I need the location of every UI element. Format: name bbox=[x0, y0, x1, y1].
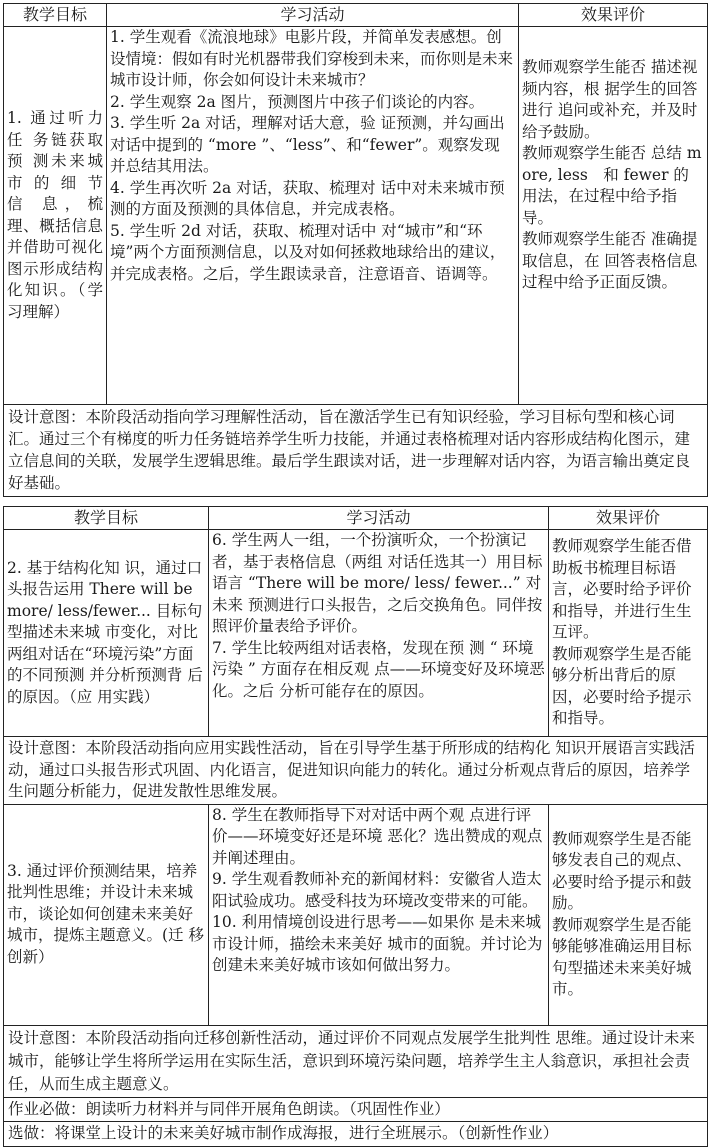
design-row bbox=[4, 737, 708, 805]
activity-item: 10. 利用情境创设进行思考——如果你 是未来城市设计师，描绘未来美好 城市的面貌。并讨论为创建未来美好城市该如何做出努力。 bbox=[212, 913, 543, 974]
design-row bbox=[4, 1025, 708, 1097]
table-row bbox=[4, 530, 708, 737]
design-intent: 设计意图：本阶段活动指向学习理解性活动，旨在激活学生已有知识经验，学习目标句型和核心词汇。通过三个有梯度的听力任务链培养学生听力技能，并通过表格梳理对话内容形成结构化图示，建立信息间的关联，发展学生逻辑思维。最后学生跟读对话，进一步理解对话内容，为语言输出奠定良好基础。 bbox=[4, 405, 708, 497]
evaluation-item: 教师观察学生是否能够发表自己的观点、必要时给予提示和鼓励。 bbox=[552, 829, 692, 912]
activity-item: 5. 学生听 2d 对话，获取、梳理对话中 对“城市”和“环境”两个方面预测信息，以及对如何拯救地球给出的建议，并完成表格。之后，学生跟读录音，注意语音、语调等。 bbox=[110, 221, 506, 283]
header-goal: 教学目标 bbox=[4, 4, 107, 27]
header-goal: 教学目标 bbox=[4, 507, 209, 530]
design-intent: 设计意图：本阶段活动指向应用实践性活动，旨在引导学生基于所形成的结构化 知识开展语言实践活动，通过口头报告形式巩固、内化语言，促进知识向能力的转化。通过分析观点背后的原因，培养学生问题分析能力，促进发散性思维发展。 bbox=[4, 737, 708, 805]
design-intent: 设计意图：本阶段活动指向迁移创新性活动，通过评价不同观点发展学生批判性 思维。通过设计未来城市，能够让学生将所学运用在实际生活，意识到环境污染问题，培养学生主人翁意识，承担社会责任，从而生成主题意义。 bbox=[4, 1025, 708, 1097]
table-row bbox=[4, 27, 708, 405]
header-evaluation: 效果评价 bbox=[519, 4, 708, 27]
activity-item: 3. 学生听 2a 对话，理解对话大意，验 证预测，并勾画出对话中提到的 “more ”、“less”、和“fewer”。观察发现并总结其用法。 bbox=[110, 114, 505, 175]
header-evaluation: 效果评价 bbox=[549, 507, 708, 530]
goal-cell: 2. 基于结构化知 识，通过口头报告运用 There will be more/ less/fewer... 目标句 型描述未来城 市变化，对比两组对话在“环境污染”方面的不同预测 并分析预测背 后的原因。（应 用实践） bbox=[4, 530, 209, 737]
evaluation-cell bbox=[549, 530, 708, 737]
homework-required: 作业必做：朗读听力材料并与同伴开展角色朗读。（巩固性作业） bbox=[4, 1097, 708, 1122]
table-stage-2 bbox=[3, 506, 708, 1147]
evaluation-item: 教师观察学生能否 准确提取信息，在 回答表格信息过程中给予正面反馈。 bbox=[522, 230, 698, 291]
activity-cell bbox=[107, 27, 519, 405]
activity-item: 6. 学生两人一组，一个扮演听众，一个扮演记者，基于表格信息（两组 对话任选其一）用目标语言 “There will be more/ less/ fewer...” 对未来 预测进行口头报告，之后交换角色。同伴按照评价量表给予评价。 bbox=[212, 531, 543, 635]
header-activity: 学习活动 bbox=[209, 507, 549, 530]
evaluation-cell bbox=[549, 804, 708, 1025]
homework-row bbox=[4, 1097, 708, 1122]
activity-item: 1. 学生观看《流浪地球》电影片段，并简单发表感想。创设情境：假如有时光机器带我们穿梭到未来，而你则是未来城市设计师，你会如何设计未来城市？ bbox=[110, 28, 514, 89]
evaluation-item: 教师观察学生能否 描述视频内容，根 据学生的回答进行 追问或补充，并及时给予鼓励。 bbox=[522, 58, 698, 141]
header-activity: 学习活动 bbox=[107, 4, 519, 27]
table-header-row bbox=[4, 507, 708, 530]
evaluation-cell bbox=[519, 27, 708, 405]
goal-cell: 3. 通过评价预测结果，培养批判性思维；并设计未来城市，谈论如何创建未来美好城市，提炼主题意义。(迁 移创新） bbox=[4, 804, 209, 1025]
activity-item: 8. 学生在教师指导下对对话中两个观 点进行评价——环境变好还是环境 恶化？选出赞成的观点并阐述理由。 bbox=[212, 805, 543, 867]
activity-item: 9. 学生观看教师补充的新闻材料：安徽省人造太阳试验成功。感受科技为环境改变带来的可能。 bbox=[212, 870, 542, 910]
evaluation-item: 教师观察学生能否 总结 more, less 和 fewer 的用法，在过程中给予指导。 bbox=[522, 144, 702, 227]
homework-optional: 选做：将课堂上设计的未来美好城市制作成海报，进行全班展示。（创新性作业） bbox=[4, 1122, 708, 1147]
evaluation-item: 教师观察学生是否能够能够准确运用目标句型描述未来美好城市。 bbox=[552, 915, 692, 998]
table-row bbox=[4, 804, 708, 1025]
table-header-row bbox=[4, 4, 708, 27]
evaluation-item: 教师观察学生能否借助板书梳理目标语言，必要时给予评价和指导，并进行生生互评。 bbox=[552, 537, 692, 641]
activity-cell bbox=[209, 804, 549, 1025]
goal-cell: 1. 通过听力任 务链获取预 测未来城 市 的 细 节 信 息，梳理、概括信息并借助可视化图示形成结构化知识。（学习理解） bbox=[4, 27, 107, 405]
homework-row bbox=[4, 1122, 708, 1147]
activity-item: 4. 学生再次听 2a 对话，获取、梳理对 话中对未来城市预测的方面及预测的具体信息，并完成表格。 bbox=[110, 178, 505, 218]
design-row bbox=[4, 405, 708, 497]
evaluation-item: 教师观察学生是否能够分析出背后的原因，必要时给予提示和指导。 bbox=[552, 644, 692, 727]
activity-cell bbox=[209, 530, 549, 737]
activity-item: 7. 学生比较两组对话表格，发现在预 测 “ 环境污染 ” 方面存在相反观 点——环境变好及环境恶化。之后 分析可能存在的原因。 bbox=[212, 638, 545, 700]
table-stage-1 bbox=[3, 3, 708, 497]
activity-item: 2. 学生观察 2a 图片，预测图片中孩子们谈论的内容。 bbox=[110, 92, 485, 111]
